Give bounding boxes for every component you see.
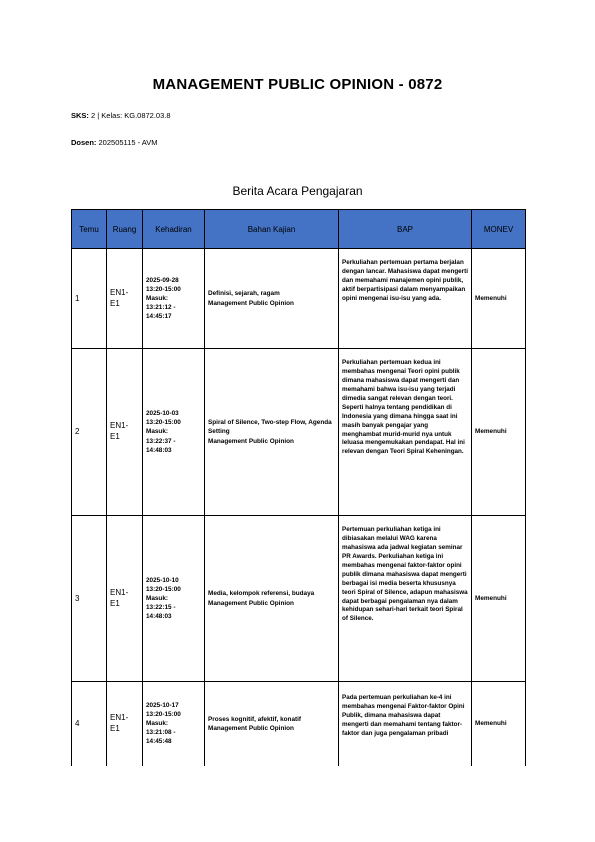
cell-bahan-kajian: Spiral of Silence, Two-step Flow, Agenda Setting Management Public Opinion [205, 349, 339, 516]
dosen-line [71, 138, 157, 147]
cell-kehadiran: 2025-10-10 13:20-15:00 Masuk: 13:22:15 - 14:48:03 [143, 516, 205, 682]
table-row [72, 349, 526, 516]
cell-bahan-kajian: Media, kelompok referensi, budaya Management Public Opinion [205, 516, 339, 682]
sks-class-value: 2 | Kelas: KG.0872.03.8 [91, 111, 171, 120]
cell-temu: 3 [72, 516, 107, 682]
cell-ruang: EN1- E1 [107, 249, 143, 349]
header-ruang: Ruang [107, 210, 143, 249]
cell-kehadiran: 2025-10-17 13:20-15:00 Masuk: 13:21:08 - 14:45:48 [143, 682, 205, 766]
table-row [72, 249, 526, 349]
table-row [72, 516, 526, 682]
teaching-record-table [71, 209, 526, 766]
cell-bap: Perkuliahan pertemuan pertama berjalan dengan lancar. Mahasiswa dapat mengerti dan memahami manajemen opini publik, aktif berpartisipasi dalam menyampaikan opini mengenai isu-isu yang ada. [339, 249, 472, 349]
header-bahan-kajian: Bahan Kajian [205, 210, 339, 249]
cell-bap: Pertemuan perkuliahan ketiga ini dibiasakan melalui WAG karena mahasiswa ada jadwal kegiatan seminar PR Awards. Perkuliahan ketiga ini membahas mengenai faktor-faktor opini publik dimana mahasiswa dapat mengerti berbagai isi media beserta khususnya teori Spiral of Silence, adapun mahasiswa dapat berbagai pengalaman nya dalam kehidupan sehari-hari terkait teori Spiral of Silence. [339, 516, 472, 682]
cell-kehadiran: 2025-09-28 13:20-15:00 Masuk: 13:21:12 - 14:45:17 [143, 249, 205, 349]
document-title: MANAGEMENT PUBLIC OPINION - 0872 [152, 76, 443, 93]
cell-monev: Memenuhi [472, 516, 526, 682]
cell-monev: Memenuhi [472, 682, 526, 766]
header-monev: MONEV [472, 210, 526, 249]
cell-bap: Pada pertemuan perkuliahan ke-4 ini membahas mengenai Faktor-faktor Opini Publik, dimana mahasiswa dapat mengerti dan memahami tentang faktor-faktor dan juga pengalaman pribadi [339, 682, 472, 766]
cell-bahan-kajian: Proses kognitif, afektif, konatif Management Public Opinion [205, 682, 339, 766]
header-temu: Temu [72, 210, 107, 249]
cell-monev: Memenuhi [472, 349, 526, 516]
sks-class-line [71, 111, 171, 120]
cell-bap: Perkuliahan pertemuan kedua ini membahas mengenai Teori opini publik dimana mahasiswa dapat mengerti dan memahami bahwa isu-isu yang terjadi dimedia sangat relevan dengan teori. Seperti halnya tentang pendidikan di Indonesia yang dimana hingga saat ini masih banyak pengajar yang menghambat murid-murid nya untuk leluasa mengemukakan pendapat. Hal ini relevan dengan Teori Spiral Keheningan. [339, 349, 472, 516]
sks-label: SKS: [71, 111, 89, 120]
cell-temu: 1 [72, 249, 107, 349]
table-row [72, 682, 526, 766]
cell-ruang: EN1- E1 [107, 682, 143, 766]
cell-kehadiran: 2025-10-03 13:20-15:00 Masuk: 13:22:37 - 14:48:03 [143, 349, 205, 516]
section-subtitle: Berita Acara Pengajaran [232, 184, 363, 198]
cell-temu: 2 [72, 349, 107, 516]
table-header-row [72, 210, 526, 249]
dosen-label: Dosen: [71, 138, 97, 147]
dosen-value: 202505115 - AVM [98, 138, 158, 147]
cell-temu: 4 [72, 682, 107, 766]
cell-monev: Memenuhi [472, 249, 526, 349]
cell-ruang: EN1- E1 [107, 349, 143, 516]
cell-ruang: EN1- E1 [107, 516, 143, 682]
header-bap: BAP [339, 210, 472, 249]
cell-bahan-kajian: Definisi, sejarah, ragam Management Public Opinion [205, 249, 339, 349]
header-kehadiran: Kehadiran [143, 210, 205, 249]
